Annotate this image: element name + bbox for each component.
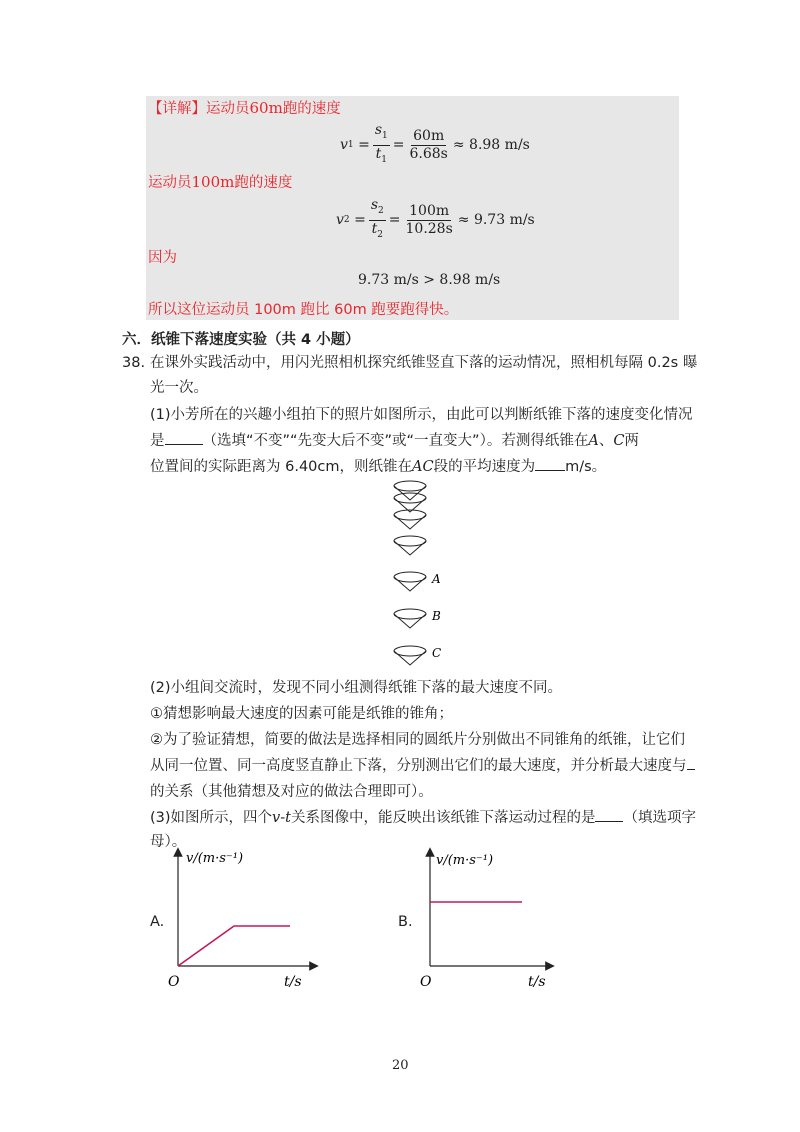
graph-a-line <box>178 926 290 966</box>
option-a-label: A. <box>150 914 165 930</box>
falling-cone-figure <box>380 476 470 672</box>
part2-line2: ①猜想影响最大速度的因素可能是纸锥的锥角； <box>150 706 453 722</box>
y-axis-label: v/(m·s⁻¹) <box>436 853 494 868</box>
comparison: 9.73 m/s > 8.98 m/s <box>358 272 501 288</box>
part2-line1: (2)小组间交流时，发现不同小组测得纸锥下落的最大速度不同。 <box>150 680 563 696</box>
cone-4 <box>394 536 426 555</box>
equation-v2: v 2 = $\frac{s_2}{t_2}$ = $\frac{100m}{10.28s}$ ≈ 9.73 m/s <box>336 197 535 240</box>
cone-label-b: B <box>432 609 441 623</box>
part2-line3: ②为了验证猜想，简要的做法是选择相同的圆纸片分别做出不同锥角的纸锥，让它们 <box>150 732 685 748</box>
x-axis-label: t/s <box>284 974 302 990</box>
y-axis-label: v/(m·s⁻¹) <box>186 851 244 866</box>
origin-label: O <box>168 974 180 990</box>
cone-label-a: A <box>432 572 441 586</box>
part3-line2: 母）。 <box>150 834 187 850</box>
part3-line1: (3)如图所示，四个v-t关系图像中，能反映出该纸锥下落运动过程的是 （填选项字 <box>150 810 696 826</box>
answer-blank-4[interactable] <box>595 821 623 822</box>
answer-blank-2[interactable] <box>535 470 565 471</box>
graph-a <box>166 844 356 994</box>
part2-line4: 从同一位置、同一高度竖直静止下落，分别测出它们的最大速度，并分析最大速度与 <box>150 756 695 776</box>
cone-a <box>394 572 426 591</box>
part1-line1: (1)小芳所在的兴趣小组拍下的照片如图所示，由此可以判断纸锥下落的速度变化情况 <box>150 407 693 423</box>
explanation-line2: 运动员100m跑的速度 <box>148 173 293 191</box>
cone-2 <box>394 493 426 512</box>
part1-line2: 是 （选填“不变”“先变大后不变”或“一直变大”）。若测得纸锥在A、C两 <box>150 433 639 449</box>
intro-line2: 光一次。 <box>150 380 208 396</box>
x-axis-label: t/s <box>528 974 546 990</box>
part1-line3: 位置间的实际距离为 6.40cm，则纸锥在AC段的平均速度为 m/s。 <box>150 459 607 475</box>
explanation-line1: 【详解】运动员60m跑的速度 <box>148 99 341 117</box>
option-b-label: B. <box>398 914 413 930</box>
answer-blank-1[interactable] <box>165 444 203 445</box>
explanation-conclusion: 所以这位运动员 100m 跑比 60m 跑要跑得快。 <box>148 302 459 318</box>
page-number: 20 <box>392 1058 409 1073</box>
cone-1 <box>394 481 426 500</box>
cone-c <box>394 646 426 665</box>
cone-3 <box>394 510 426 529</box>
graph-b <box>418 844 608 994</box>
intro-line1: 在课外实践活动中，用闪光照相机探究纸锥竖直下落的运动情况，照相机每隔 0.2s 曝 <box>150 355 698 371</box>
question-number: 38. <box>122 355 146 371</box>
cone-label-c: C <box>432 646 442 660</box>
origin-label: O <box>420 974 432 990</box>
section-heading: 六．纸锥下落速度实验（共 4 小题） <box>122 332 360 348</box>
part2-line5: 的关系（其他猜想及对应的做法合理即可）。 <box>150 784 433 800</box>
explanation-because: 因为 <box>148 250 177 266</box>
cone-b <box>394 609 426 628</box>
answer-blank-3[interactable] <box>687 769 695 770</box>
equation-v1: v 1 = $\frac{s_1}{t_1}$ = $\frac{60m}{6.68s}$ ≈ 8.98 m/s <box>340 122 530 165</box>
